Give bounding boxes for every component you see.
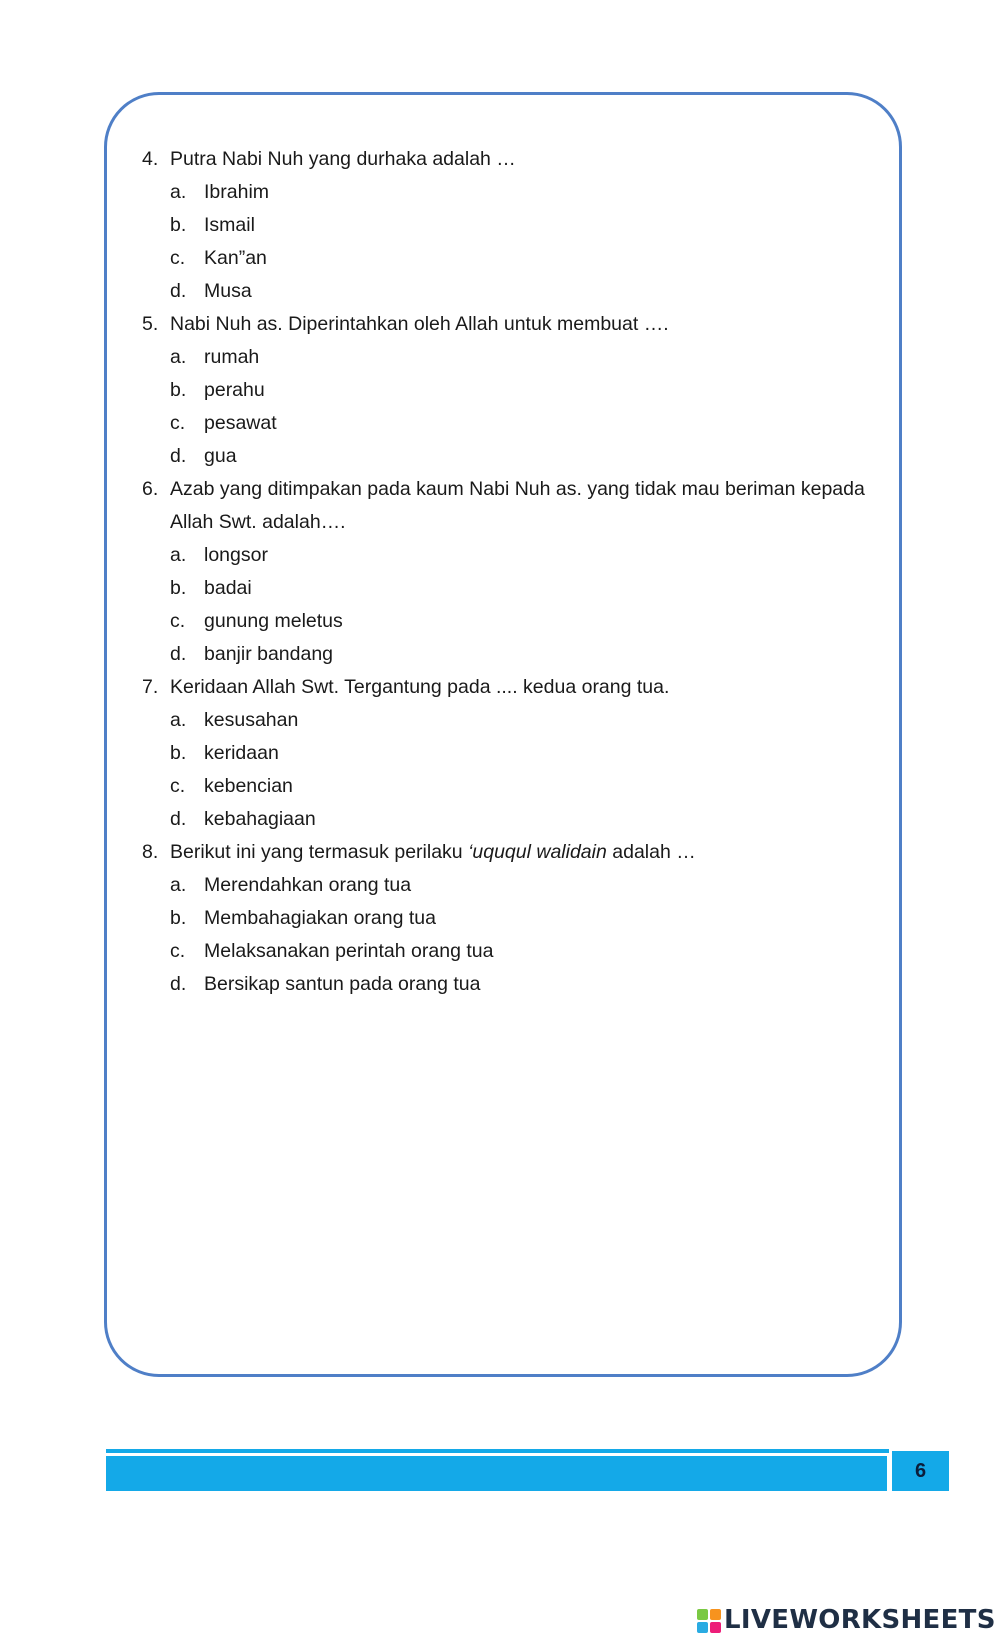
question-text: Nabi Nuh as. Diperintahkan oleh Allah untuk membuat …. [170,313,669,335]
question-text [170,840,696,864]
option-text: kebencian [204,775,293,797]
question-number: 6. [142,478,159,500]
question-number: 4. [142,148,159,170]
question-number: 8. [142,841,159,863]
option-text: Ibrahim [204,181,270,203]
option-letter: b. [170,577,187,599]
option-text: longsor [204,544,268,566]
question-text: Keridaan Allah Swt. Tergantung pada .... kedua orang tua. [170,676,670,698]
option-text: gunung meletus [204,610,343,632]
option-letter: d. [170,445,187,467]
option-letter: c. [170,775,186,797]
option-text: Kan”an [204,247,267,269]
question-text-italic: ‘uququl walidain [468,841,607,863]
option-text: pesawat [204,412,277,434]
option-text: kebahagiaan [204,808,316,830]
option-text: banjir bandang [204,643,334,665]
question-text-part: Berikut ini yang termasuk perilaku [170,841,469,863]
option-letter: a. [170,709,187,731]
option-text: keridaan [204,742,279,764]
watermark-text: LIVEWORKSHEETS [724,1605,996,1635]
option-letter: d. [170,808,187,830]
question-text: Putra Nabi Nuh yang durhaka adalah … [170,148,516,170]
option-letter: b. [170,742,187,764]
option-text: kesusahan [204,709,299,731]
question-text: Azab yang ditimpakan pada kaum Nabi Nuh as. yang tidak mau beriman kepada [170,478,865,500]
question-text-line2: Allah Swt. adalah…. [170,511,346,533]
option-text: badai [204,577,252,599]
option-text: Bersikap santun pada orang tua [204,973,481,995]
option-letter: c. [170,412,186,434]
question-number: 5. [142,313,159,335]
option-letter: a. [170,181,187,203]
question-number: 7. [142,676,159,698]
option-text: Merendahkan orang tua [204,874,412,896]
option-text: gua [204,445,237,467]
footer-bar [106,1456,887,1491]
option-text: Ismail [204,214,255,236]
option-text: Melaksanakan perintah orang tua [204,940,494,962]
page-number: 6 [892,1451,949,1491]
option-letter: a. [170,346,187,368]
option-letter: d. [170,973,187,995]
option-letter: d. [170,280,187,302]
question-text-part: adalah … [606,841,696,863]
liveworksheets-logo-icon [697,1609,721,1633]
option-letter: b. [170,214,187,236]
option-letter: c. [170,247,186,269]
option-text: Musa [204,280,252,302]
option-text: rumah [204,346,260,368]
option-text: Membahagiakan orang tua [204,907,436,929]
option-letter: b. [170,379,187,401]
option-letter: c. [170,940,186,962]
footer-divider [106,1449,889,1453]
option-letter: c. [170,610,186,632]
option-letter: d. [170,643,187,665]
option-letter: a. [170,874,187,896]
option-letter: b. [170,907,187,929]
option-letter: a. [170,544,187,566]
option-text: perahu [204,379,265,401]
